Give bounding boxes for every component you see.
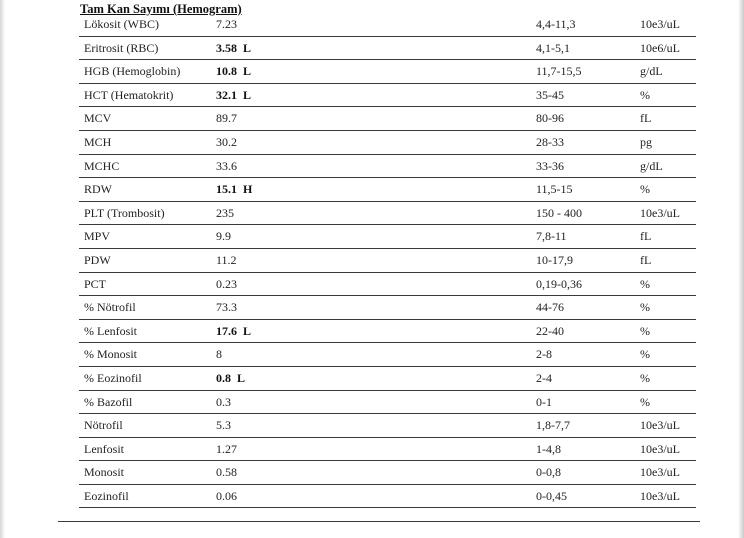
reference-range: 0,19-0,36 — [536, 276, 582, 291]
result-value: 1.27 — [216, 441, 237, 456]
test-name: % Lenfosit — [84, 323, 137, 338]
unit: g/dL — [640, 64, 663, 79]
table-row — [0, 438, 744, 462]
test-result — [216, 159, 237, 173]
test-name: % Nötrofil — [84, 300, 136, 315]
unit: % — [640, 300, 650, 315]
unit: % — [640, 323, 650, 338]
table-row — [0, 202, 744, 226]
result-value: 0.06 — [216, 488, 237, 503]
test-result — [216, 88, 251, 102]
reference-range: 22-40 — [536, 323, 564, 338]
unit: 10e3/uL — [640, 418, 680, 433]
reference-range: 2-4 — [536, 370, 552, 385]
table-row — [0, 461, 744, 485]
reference-range: 11,7-15,5 — [536, 64, 582, 79]
test-result — [216, 300, 237, 314]
result-value: 30.2 — [216, 134, 237, 149]
test-result — [216, 395, 231, 409]
table-row — [0, 391, 744, 415]
table-row — [0, 225, 744, 249]
test-name: Nötrofil — [84, 418, 123, 433]
result-flag: L — [243, 40, 252, 55]
test-result — [216, 41, 251, 55]
result-value: 3.58 — [216, 40, 237, 55]
table-row — [0, 249, 744, 273]
table-row — [0, 367, 744, 391]
result-flag: H — [243, 182, 253, 197]
footer-divider — [58, 521, 700, 522]
unit: fL — [640, 229, 652, 244]
test-result — [216, 277, 237, 291]
unit: pg — [640, 134, 652, 149]
reference-range: 11,5-15 — [536, 182, 573, 197]
result-value: 11.2 — [216, 252, 237, 267]
test-result — [216, 135, 237, 149]
result-value: 0.8 — [216, 370, 231, 385]
reference-range: 80-96 — [536, 111, 564, 126]
test-result — [216, 229, 231, 243]
reference-range: 1-4,8 — [536, 441, 561, 456]
result-value: 33.6 — [216, 158, 237, 173]
test-name: % Bazofil — [84, 394, 133, 409]
unit: 10e6/uL — [640, 40, 680, 55]
table-row — [0, 320, 744, 344]
table-row — [0, 343, 744, 367]
unit: fL — [640, 111, 652, 126]
reference-range: 35-45 — [536, 87, 564, 102]
reference-range: 28-33 — [536, 134, 564, 149]
reference-range: 4,1-5,1 — [536, 40, 570, 55]
test-name: HGB (Hemoglobin) — [84, 64, 181, 79]
reference-range: 0-1 — [536, 394, 552, 409]
table-row — [0, 178, 744, 202]
test-name: MPV — [84, 229, 111, 244]
reference-range: 0-0,45 — [536, 488, 567, 503]
result-value: 89.7 — [216, 111, 237, 126]
table-row — [0, 37, 744, 61]
test-name: PCT — [84, 276, 107, 291]
unit: g/dL — [640, 158, 663, 173]
reference-range: 7,8-11 — [536, 229, 567, 244]
unit: % — [640, 87, 650, 102]
reference-range: 10-17,9 — [536, 252, 573, 267]
test-name: PLT (Trombosit) — [84, 205, 165, 220]
unit: % — [640, 394, 650, 409]
table-row — [0, 60, 744, 84]
result-flag: L — [243, 87, 252, 102]
unit: fL — [640, 252, 652, 267]
reference-range: 33-36 — [536, 158, 564, 173]
unit: 10e3/uL — [640, 17, 680, 31]
test-result — [216, 442, 237, 456]
result-value: 235 — [216, 205, 234, 220]
reference-range: 4,4-11,3 — [536, 17, 576, 31]
reference-range: 44-76 — [536, 300, 564, 315]
result-value: 5.3 — [216, 418, 231, 433]
table-row — [0, 84, 744, 108]
unit: % — [640, 347, 650, 362]
unit: % — [640, 276, 650, 291]
test-result — [216, 206, 234, 220]
section-title: Tam Kan Sayımı (Hemogram) — [80, 2, 242, 16]
table-row — [0, 485, 744, 509]
result-value: 32.1 — [216, 87, 237, 102]
test-name: MCHC — [84, 158, 120, 173]
test-name: RDW — [84, 182, 112, 197]
test-result — [216, 253, 237, 267]
result-value: 0.58 — [216, 465, 237, 480]
reference-range: 2-8 — [536, 347, 552, 362]
result-value: 8 — [216, 347, 222, 362]
unit: 10e3/uL — [640, 205, 680, 220]
test-name: % Monosit — [84, 347, 138, 362]
result-flag: L — [237, 370, 246, 385]
test-result — [216, 111, 237, 125]
results-table — [0, 13, 744, 508]
test-result — [216, 465, 237, 479]
unit: % — [640, 370, 650, 385]
table-row — [0, 131, 744, 155]
result-value: 15.1 — [216, 182, 237, 197]
test-result — [216, 182, 252, 196]
result-value: 0.23 — [216, 276, 237, 291]
test-name: HCT (Hematokrit) — [84, 87, 174, 102]
table-row — [0, 13, 744, 37]
test-name: Monosit — [84, 465, 125, 480]
test-name: Eozinofil — [84, 488, 129, 503]
result-value: 17.6 — [216, 323, 237, 338]
test-name: MCV — [84, 111, 112, 126]
table-row — [0, 414, 744, 438]
reference-range: 1,8-7,7 — [536, 418, 570, 433]
unit: 10e3/uL — [640, 488, 680, 503]
test-result — [216, 371, 245, 385]
result-flag: L — [243, 64, 252, 79]
table-row — [0, 155, 744, 179]
reference-range: 0-0,8 — [536, 465, 561, 480]
test-name: Eritrosit (RBC) — [84, 40, 159, 55]
result-flag: L — [243, 323, 252, 338]
unit: % — [640, 182, 650, 197]
result-value: 10.8 — [216, 64, 237, 79]
test-name: Lökosit (WBC) — [84, 17, 159, 31]
table-row — [0, 107, 744, 131]
test-result — [216, 489, 237, 503]
result-value: 0.3 — [216, 394, 231, 409]
test-result — [216, 347, 222, 361]
result-value: 7.23 — [216, 17, 237, 31]
test-result — [216, 17, 237, 31]
test-result — [216, 64, 251, 78]
result-value: 73.3 — [216, 300, 237, 315]
table-row — [0, 296, 744, 320]
test-name: % Eozinofil — [84, 370, 142, 385]
test-name: PDW — [84, 252, 111, 267]
test-result — [216, 418, 231, 432]
test-name: MCH — [84, 134, 112, 149]
unit: 10e3/uL — [640, 441, 680, 456]
test-name: Lenfosit — [84, 441, 124, 456]
reference-range: 150 - 400 — [536, 205, 582, 220]
table-row — [0, 273, 744, 297]
result-value: 9.9 — [216, 229, 231, 244]
unit: 10e3/uL — [640, 465, 680, 480]
test-result — [216, 324, 251, 338]
